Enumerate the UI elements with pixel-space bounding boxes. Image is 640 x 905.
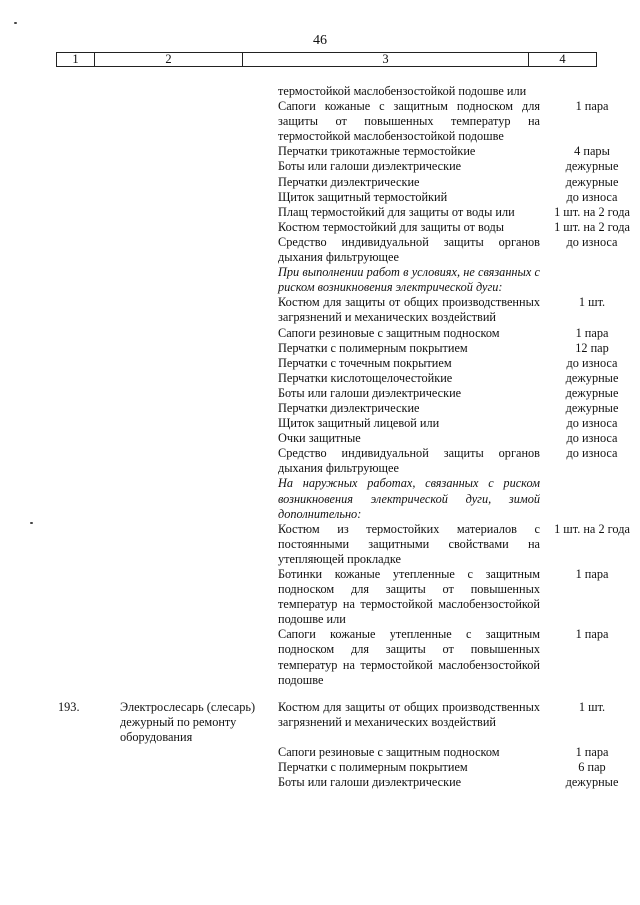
table-row <box>0 144 640 159</box>
item-description: Перчатки кислотощелочестойкие <box>278 370 453 385</box>
item-description: Костюм для защиты от общих производственных загрязнений и механических воздействий <box>278 699 540 729</box>
item-quantity: 4 пары <box>574 144 610 159</box>
table-row <box>0 341 640 356</box>
item-quantity: дежурные <box>565 400 619 415</box>
table-row <box>0 265 640 295</box>
table-row <box>0 190 640 205</box>
item-description: Перчатки трикотажные термостойкие <box>278 144 476 159</box>
item-quantity: дежурные <box>565 385 619 400</box>
item-description: Ботинки кожаные утепленные с защитным подноском для защиты от повышенных температур на термостойкой маслобензостойкой подошве или <box>278 567 540 627</box>
column-header-4: 4 <box>559 52 566 66</box>
item-quantity: дежурные <box>565 370 619 385</box>
page-number: 46 <box>313 33 327 48</box>
item-quantity: 1 пара <box>575 325 609 340</box>
item-description: Сапоги кожаные утепленные с защитным подноском для защиты от повышенных температур на термостойкой маслобензостойкой подошве <box>278 627 540 687</box>
item-quantity: 1 шт. на 2 года <box>554 521 630 536</box>
item-quantity: дежурные <box>565 775 619 790</box>
table-row <box>0 446 640 476</box>
table-row <box>0 522 640 567</box>
item-description: Перчатки с точечным покрытием <box>278 355 452 370</box>
column-header-3: 3 <box>243 53 529 66</box>
table-row <box>0 745 640 760</box>
table-row <box>0 567 640 627</box>
item-quantity: 6 пар <box>578 760 606 775</box>
item-description: Щиток защитный термостойкий <box>278 189 448 204</box>
item-quantity: до износа <box>566 416 618 431</box>
table-row <box>0 295 640 325</box>
item-description: Костюм для защиты от общих производственных загрязнений и механических воздействий <box>278 295 540 325</box>
item-quantity: дежурные <box>565 174 619 189</box>
table-row <box>0 760 640 775</box>
item-quantity: до износа <box>566 431 618 446</box>
item-quantity: 1 шт. на 2 года <box>554 204 630 219</box>
item-description: Щиток защитный лицевой или <box>278 416 440 431</box>
item-description: Средство индивидуальной защиты органов дыхания фильтрующее <box>278 234 540 265</box>
item-quantity: 1 шт. <box>578 295 606 310</box>
item-description: Боты или галоши диэлектрические <box>278 385 462 400</box>
table-row <box>0 371 640 386</box>
entry-number: 193. <box>58 699 80 714</box>
table-row <box>0 220 640 235</box>
item-quantity: 1 шт. <box>578 699 606 714</box>
table-row <box>0 401 640 416</box>
item-quantity: дежурные <box>565 159 619 174</box>
table-row <box>0 627 640 687</box>
ppe-list <box>0 84 640 790</box>
table-row <box>0 356 640 371</box>
item-quantity: до износа <box>566 189 618 204</box>
item-description: Перчатки диэлектрические <box>278 174 420 189</box>
table-row <box>0 476 640 521</box>
column-header-2: 2 <box>95 53 243 66</box>
table-row <box>0 775 640 790</box>
condition-subheading: На наружных работах, связанных с риском возникновения электрической дуги, зимой дополнительно: <box>278 476 540 521</box>
item-quantity: 1 шт. на 2 года <box>554 219 630 234</box>
column-header-table <box>56 52 597 67</box>
table-row <box>0 431 640 446</box>
item-quantity: 1 пара <box>575 567 609 581</box>
item-description: термостойкой маслобензостойкой подошве или <box>278 84 527 98</box>
item-description: Перчатки с полимерным покрытием <box>278 760 468 775</box>
item-description: Перчатки диэлектрические <box>278 400 420 415</box>
item-description: Костюм из термостойких материалов с постоянными защитными свойствами на утепляющей прокладке <box>278 521 540 566</box>
item-description: Плащ термостойкий для защиты от воды или <box>278 204 515 219</box>
item-quantity: 1 пара <box>575 627 609 642</box>
item-quantity: 1 пара <box>575 99 609 114</box>
item-quantity: до износа <box>566 446 618 461</box>
item-description: Средство индивидуальной защиты органов дыхания фильтрующее <box>278 446 540 476</box>
item-quantity: 12 пар <box>575 340 609 355</box>
table-row <box>0 416 640 431</box>
table-row <box>0 205 640 220</box>
table-row <box>0 235 640 265</box>
item-description: Боты или галоши диэлектрические <box>278 775 462 790</box>
scan-speck <box>30 522 33 524</box>
item-description: Боты или галоши диэлектрические <box>278 159 462 174</box>
item-description: Перчатки с полимерным покрытием <box>278 340 468 355</box>
item-description: Очки защитные <box>278 431 361 446</box>
column-header-1: 1 <box>57 53 95 66</box>
scan-speck <box>14 22 17 24</box>
item-quantity: до износа <box>566 234 618 249</box>
table-row <box>0 326 640 341</box>
condition-subheading: При выполнении работ в условиях, не связанных с риском возникновения электрической дуги: <box>278 265 540 295</box>
item-quantity: 1 пара <box>575 745 609 760</box>
table-row <box>0 99 640 144</box>
table-row-193 <box>0 700 640 745</box>
item-description: Сапоги резиновые с защитным подноском <box>278 325 500 340</box>
profession-name: Электрослесарь (слесарь) дежурный по ремонту оборудования <box>120 699 256 744</box>
table-row <box>0 84 640 99</box>
table-row <box>0 386 640 401</box>
table-row <box>0 175 640 190</box>
table-row <box>0 159 640 174</box>
item-description: Костюм термостойкий для защиты от воды <box>278 219 505 234</box>
item-description: Сапоги резиновые с защитным подноском <box>278 745 500 760</box>
item-quantity: до износа <box>566 355 618 370</box>
item-description: Сапоги кожаные с защитным подноском для защиты от повышенных температур на термостойкой маслобензостойкой подошве <box>278 99 540 144</box>
